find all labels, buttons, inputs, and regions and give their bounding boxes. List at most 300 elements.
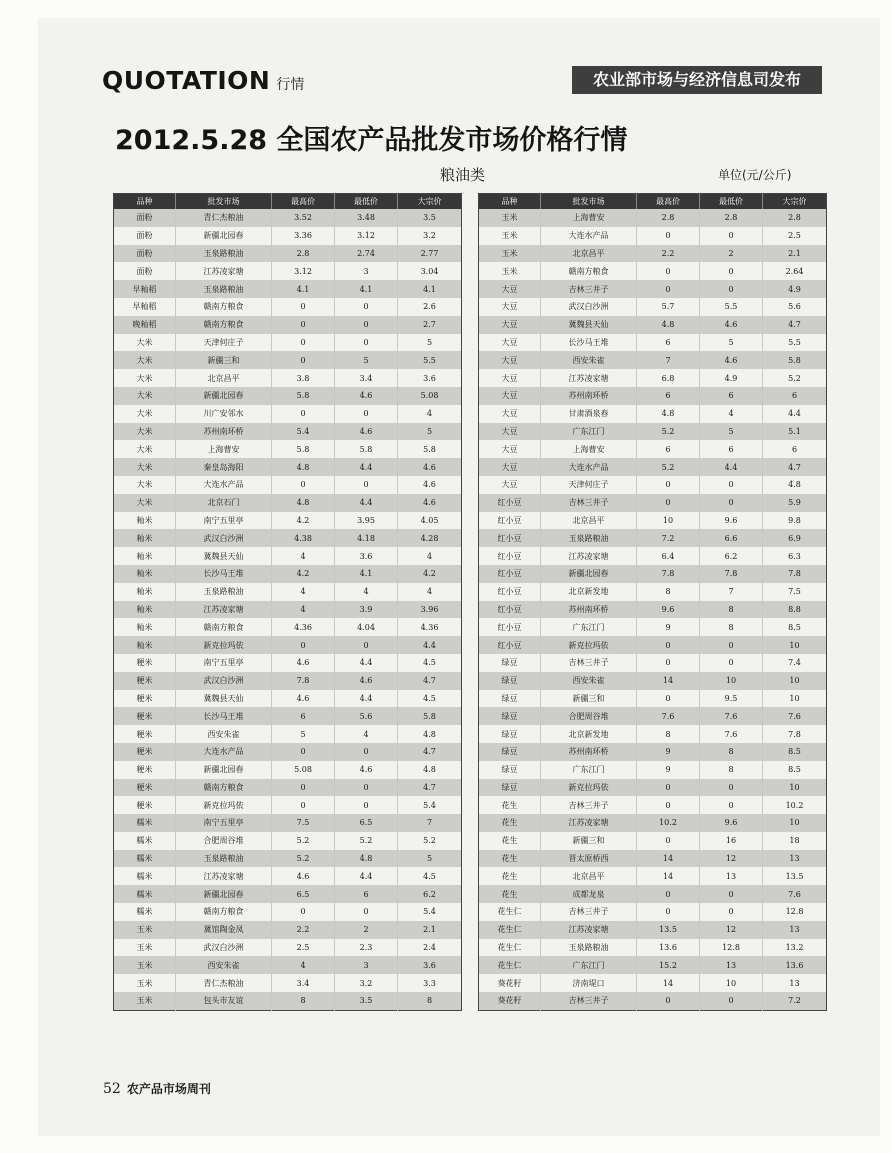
cell-bulk-price: 5 [398,850,462,868]
cell-max-price: 8 [637,725,700,743]
cell-bulk-price: 3.04 [398,262,462,280]
cell-min-price: 9.5 [700,690,763,708]
cell-bulk-price: 7.4 [763,654,827,672]
cell-variety: 大豆 [501,409,518,419]
cell-bulk-price: 4.6 [398,476,462,494]
table-row [479,458,827,476]
cell-market: 江苏凌家塘 [541,547,637,565]
cell-min-price: 0 [335,316,398,334]
cell-min-price: 5 [700,334,763,352]
cell-market: 天津何庄子 [541,476,637,494]
table-row [114,227,462,245]
table-row [479,725,827,743]
section-header [102,66,304,95]
table-row [479,939,827,957]
cell-variety: 玉米 [501,231,518,241]
cell-min-price: 13 [700,867,763,885]
table-row [479,867,827,885]
cell-max-price: 0 [637,654,700,672]
header-variety: 品种 [479,194,541,210]
cell-variety: 糯米 [114,850,176,868]
cell-max-price: 0 [272,351,335,369]
cell-bulk-price: 4.7 [763,458,827,476]
cell-max-price: 13.5 [637,921,700,939]
cell-bulk-price: 2.1 [763,245,827,263]
cell-min-price: 0 [700,796,763,814]
cell-variety: 大米 [114,351,176,369]
cell-bulk-price: 4.05 [398,512,462,530]
cell-market: 成都龙泉 [541,885,637,903]
cell-market: 武汉白沙洲 [176,672,272,690]
cell-market: 玉泉路粮油 [176,280,272,298]
table-row [479,636,827,654]
cell-min-price: 0 [335,405,398,423]
cell-bulk-price: 5.6 [763,298,827,316]
cell-max-price: 7.6 [637,707,700,725]
cell-market: 新疆北园春 [541,565,637,583]
cell-market: 新克拉玛依 [176,636,272,654]
category-label: 粮油类 [440,166,486,184]
cell-variety: 大米 [136,480,153,490]
cell-market: 新克拉玛依 [541,779,637,797]
table-row [479,974,827,992]
cell-bulk-price: 3.3 [398,974,462,992]
cell-variety: 花生仁 [479,956,541,974]
header-min-price: 最低价 [700,194,763,210]
cell-bulk-price: 5.8 [398,707,462,725]
cell-market: 青仁杰粮油 [176,974,272,992]
section-title-cn: 行情 [276,77,305,93]
cell-max-price: 0 [637,992,700,1010]
cell-max-price: 9 [637,618,700,636]
table-row [479,440,827,458]
cell-market: 长沙马王堆 [541,334,637,352]
cell-market: 玉泉路粮油 [176,245,272,263]
cell-variety: 大豆 [479,387,541,405]
table-row [114,298,462,316]
cell-bulk-price: 10 [763,672,827,690]
cell-max-price: 10 [637,512,700,530]
page-title: 2012.5.28 全国农产品批发市场价格行情 [115,125,628,156]
cell-bulk-price: 3.5 [398,209,462,227]
cell-market: 青仁杰粮油 [176,209,272,227]
cell-max-price: 0 [272,779,335,797]
cell-bulk-price: 4 [398,547,462,565]
cell-max-price: 4.1 [272,280,335,298]
cell-min-price: 7.8 [700,565,763,583]
cell-market: 长沙马王堆 [176,565,272,583]
cell-max-price: 5.2 [637,423,700,441]
cell-variety: 粳米 [136,693,153,703]
cell-max-price: 0 [272,316,335,334]
cell-market: 合肥周谷堆 [176,832,272,850]
cell-market: 新疆北园春 [176,761,272,779]
cell-variety: 糯米 [114,885,176,903]
cell-min-price: 0 [700,262,763,280]
cell-min-price: 0 [700,476,763,494]
page-number: 52 [103,1081,121,1097]
cell-max-price: 4 [272,956,335,974]
cell-market: 北京石门 [176,494,272,512]
cell-bulk-price: 2.77 [398,245,462,263]
cell-variety: 绿豆 [501,765,518,775]
cell-variety: 粳米 [114,743,176,761]
cell-min-price: 12 [700,850,763,868]
cell-min-price: 5.2 [335,832,398,850]
price-table-left [113,193,462,1011]
cell-market: 苏州南环桥 [176,423,272,441]
cell-variety: 籼米 [136,622,153,632]
cell-min-price: 5.6 [335,707,398,725]
cell-max-price: 4.8 [272,494,335,512]
table-row [114,529,462,547]
table-row [114,707,462,725]
cell-variety: 花生 [501,836,518,846]
cell-max-price: 2.2 [272,921,335,939]
cell-max-price: 7.8 [272,672,335,690]
cell-bulk-price: 5.2 [398,832,462,850]
cell-min-price: 4.4 [335,494,398,512]
cell-min-price: 7.6 [700,725,763,743]
table-header-row [479,194,827,210]
cell-bulk-price: 5.08 [398,387,462,405]
cell-market: 吉林三井子 [541,992,637,1010]
cell-max-price: 14 [637,850,700,868]
cell-min-price: 0 [335,796,398,814]
cell-min-price: 4.8 [335,850,398,868]
cell-market: 江苏凌家塘 [176,601,272,619]
cell-variety: 糯米 [114,814,176,832]
cell-bulk-price: 13.2 [763,939,827,957]
cell-bulk-price: 2.6 [398,298,462,316]
table-row [479,672,827,690]
cell-max-price: 0 [637,227,700,245]
cell-min-price: 0 [700,280,763,298]
price-table-right [478,193,827,1011]
cell-variety: 玉米 [114,992,176,1010]
cell-min-price: 3.48 [335,209,398,227]
cell-variety: 粳米 [114,779,176,797]
cell-bulk-price: 4.4 [763,405,827,423]
cell-market: 北京昌平 [176,369,272,387]
cell-max-price: 4.36 [272,618,335,636]
cell-variety: 大米 [136,373,153,383]
cell-bulk-price: 13.5 [763,867,827,885]
table-row [479,832,827,850]
cell-min-price: 3.95 [335,512,398,530]
cell-bulk-price: 4.9 [763,280,827,298]
cell-max-price: 7 [637,351,700,369]
cell-min-price: 0 [335,903,398,921]
cell-max-price: 0 [637,280,700,298]
cell-market: 江苏凌家塘 [176,867,272,885]
cell-variety: 葵花籽 [497,978,522,988]
cell-bulk-price: 7.5 [763,583,827,601]
cell-market: 武汉白沙洲 [176,529,272,547]
cell-market: 北京昌平 [541,512,637,530]
cell-max-price: 3.52 [272,209,335,227]
cell-market: 冀魏县天仙 [176,690,272,708]
publisher-banner: 农业部市场与经济信息司发布 [572,66,822,94]
cell-variety: 绿豆 [479,743,541,761]
cell-market: 济南堤口 [541,974,637,992]
cell-max-price: 6.4 [637,547,700,565]
cell-market: 玉泉路粮油 [541,939,637,957]
cell-min-price: 0 [335,779,398,797]
publication-name: 农产品市场周刊 [126,1082,211,1096]
cell-market: 冀魏县天仙 [541,316,637,334]
cell-max-price: 2.2 [637,245,700,263]
cell-max-price: 2.5 [272,939,335,957]
cell-bulk-price: 5.5 [763,334,827,352]
cell-min-price: 3.2 [335,974,398,992]
cell-min-price: 8 [700,601,763,619]
table-row [114,761,462,779]
cell-bulk-price: 7.6 [763,885,827,903]
cell-max-price: 2.8 [272,245,335,263]
cell-min-price: 0 [700,494,763,512]
cell-market: 大连水产品 [541,227,637,245]
cell-min-price: 4.6 [335,423,398,441]
cell-min-price: 0 [700,779,763,797]
cell-min-price: 4.9 [700,369,763,387]
cell-max-price: 0 [272,476,335,494]
cell-market: 上海曹安 [176,440,272,458]
cell-bulk-price: 8.5 [763,618,827,636]
cell-bulk-price: 10 [763,814,827,832]
cell-max-price: 15.2 [637,956,700,974]
table-row [479,227,827,245]
cell-variety: 籼米 [136,551,153,561]
cell-min-price: 3.5 [335,992,398,1010]
cell-min-price: 0 [700,992,763,1010]
cell-max-price: 9.6 [637,601,700,619]
table-row [479,529,827,547]
cell-min-price: 2.8 [700,209,763,227]
cell-variety: 玉米 [136,978,153,988]
cell-bulk-price: 13 [763,974,827,992]
cell-max-price: 14 [637,974,700,992]
cell-market: 赣南方粮食 [176,779,272,797]
cell-variety: 葵花籽 [479,992,541,1010]
cell-min-price: 10 [700,672,763,690]
table-header-row [114,194,462,210]
cell-bulk-price: 4.5 [398,867,462,885]
table-row [114,476,462,494]
cell-min-price: 2 [335,921,398,939]
cell-bulk-price: 5.1 [763,423,827,441]
cell-variety: 大豆 [479,351,541,369]
cell-variety: 绿豆 [501,729,518,739]
cell-market: 北京新发地 [541,583,637,601]
cell-max-price: 0 [637,636,700,654]
cell-min-price: 0 [335,743,398,761]
cell-variety: 红小豆 [497,515,522,525]
cell-variety: 绿豆 [501,693,518,703]
cell-max-price: 4.6 [272,690,335,708]
cell-market: 江苏凌家塘 [541,921,637,939]
cell-bulk-price: 8.8 [763,601,827,619]
table-row [114,885,462,903]
cell-max-price: 6 [637,440,700,458]
table-row [479,369,827,387]
table-row [114,423,462,441]
cell-market: 上海曹安 [541,440,637,458]
table-row [114,351,462,369]
cell-variety: 籼米 [114,529,176,547]
cell-min-price: 0 [700,227,763,245]
cell-variety: 大豆 [479,423,541,441]
table-row [114,903,462,921]
cell-bulk-price: 2.64 [763,262,827,280]
cell-max-price: 5.7 [637,298,700,316]
cell-min-price: 0 [700,903,763,921]
cell-max-price: 2.8 [637,209,700,227]
cell-min-price: 12.8 [700,939,763,957]
cell-min-price: 4.4 [335,690,398,708]
cell-max-price: 4.2 [272,512,335,530]
cell-variety: 大米 [114,494,176,512]
cell-max-price: 5.8 [272,387,335,405]
cell-market: 新疆三和 [541,690,637,708]
cell-max-price: 5.2 [272,850,335,868]
cell-market: 赣南方粮食 [176,903,272,921]
cell-market: 合肥周谷堆 [541,707,637,725]
cell-bulk-price: 8 [398,992,462,1010]
table-row [479,690,827,708]
cell-variety: 籼米 [136,515,153,525]
cell-min-price: 8 [700,618,763,636]
cell-market: 冀馆陶金凤 [176,921,272,939]
cell-market: 长沙马王堆 [176,707,272,725]
cell-market: 赣南方粮食 [541,262,637,280]
cell-variety: 绿豆 [479,707,541,725]
cell-min-price: 4.6 [335,672,398,690]
cell-bulk-price: 6.9 [763,529,827,547]
cell-min-price: 5.5 [700,298,763,316]
table-row [479,262,827,280]
cell-max-price: 5.2 [272,832,335,850]
cell-market: 玉泉路粮油 [176,583,272,601]
cell-min-price: 3.4 [335,369,398,387]
cell-market: 冀魏县天仙 [176,547,272,565]
cell-market: 玉泉路粮油 [541,529,637,547]
cell-max-price: 0 [637,832,700,850]
table-row [479,334,827,352]
cell-bulk-price: 4.8 [398,761,462,779]
cell-market: 新克拉玛依 [176,796,272,814]
cell-variety: 玉米 [136,943,153,953]
cell-market: 北京新发地 [541,725,637,743]
cell-variety: 大米 [136,409,153,419]
cell-market: 吉林三井子 [541,654,637,672]
table-row [479,316,827,334]
cell-bulk-price: 5.4 [398,903,462,921]
table-row [114,921,462,939]
cell-max-price: 14 [637,867,700,885]
cell-max-price: 7.5 [272,814,335,832]
cell-variety: 粳米 [136,658,153,668]
cell-max-price: 13.6 [637,939,700,957]
table-row [114,512,462,530]
cell-min-price: 0 [335,334,398,352]
cell-bulk-price: 4.1 [398,280,462,298]
cell-max-price: 0 [637,476,700,494]
cell-market: 北京昌平 [541,867,637,885]
table-row [479,387,827,405]
table-row [114,636,462,654]
cell-bulk-price: 7.6 [763,707,827,725]
cell-min-price: 2.74 [335,245,398,263]
cell-max-price: 4.8 [272,458,335,476]
cell-variety: 花生 [479,850,541,868]
cell-max-price: 0 [272,796,335,814]
cell-variety: 籼米 [114,636,176,654]
cell-market: 川广安邻水 [176,405,272,423]
cell-min-price: 3.9 [335,601,398,619]
cell-variety: 花生 [501,800,518,810]
cell-variety: 大米 [114,387,176,405]
cell-market: 新疆北园春 [176,387,272,405]
cell-variety: 大豆 [501,373,518,383]
cell-min-price: 4.4 [335,867,398,885]
cell-min-price: 12 [700,921,763,939]
cell-bulk-price: 5.8 [398,440,462,458]
cell-bulk-price: 2.4 [398,939,462,957]
cell-variety: 糯米 [136,907,153,917]
table-row [479,885,827,903]
cell-bulk-price: 4.7 [398,779,462,797]
cell-max-price: 4 [272,583,335,601]
cell-max-price: 6.5 [272,885,335,903]
cell-bulk-price: 6.3 [763,547,827,565]
table-row [114,583,462,601]
cell-market: 江苏凌家塘 [541,369,637,387]
cell-variety: 大豆 [501,302,518,312]
header-variety: 品种 [114,194,176,210]
cell-min-price: 8 [700,743,763,761]
cell-min-price: 9.6 [700,512,763,530]
table-row [479,565,827,583]
cell-variety: 玉米 [479,245,541,263]
cell-market: 赣南方粮食 [176,618,272,636]
cell-bulk-price: 13 [763,921,827,939]
cell-min-price: 0 [700,636,763,654]
cell-bulk-price: 3.2 [398,227,462,245]
cell-bulk-price: 3.6 [398,369,462,387]
cell-min-price: 4.1 [335,280,398,298]
table-row [114,334,462,352]
table-row [114,725,462,743]
cell-max-price: 8 [272,992,335,1010]
table-row [114,992,462,1010]
cell-min-price: 6.5 [335,814,398,832]
cell-market: 北京昌平 [541,245,637,263]
cell-variety: 花生 [479,885,541,903]
table-row [479,761,827,779]
table-row [114,618,462,636]
cell-min-price: 10 [700,974,763,992]
cell-bulk-price: 4 [398,405,462,423]
table-row [114,939,462,957]
cell-bulk-price: 12.8 [763,903,827,921]
cell-max-price: 7.8 [637,565,700,583]
cell-bulk-price: 4.6 [398,494,462,512]
cell-market: 南宁五里亭 [176,654,272,672]
cell-min-price: 6.2 [700,547,763,565]
cell-variety: 红小豆 [479,565,541,583]
cell-variety: 绿豆 [501,658,518,668]
